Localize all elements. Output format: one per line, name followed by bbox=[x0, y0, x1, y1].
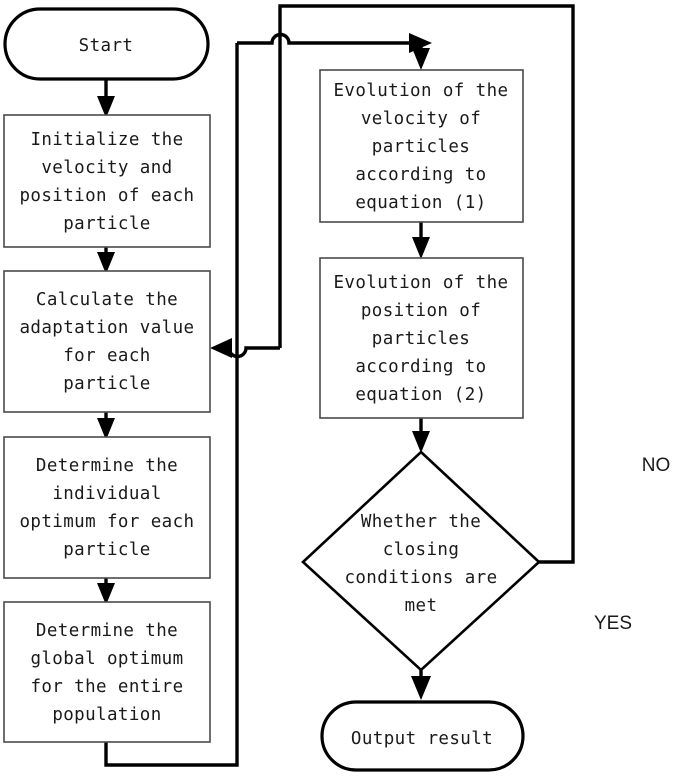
global-label-line-3: for the entire bbox=[30, 677, 184, 697]
position-label-line-4: according to bbox=[355, 357, 487, 377]
decision-label-line-1: Whether the bbox=[360, 512, 482, 532]
initialize-label-line-1: Initialize the bbox=[30, 130, 184, 150]
node-velocity-evolution[interactable] bbox=[320, 70, 523, 222]
edge-decision-yes-to-output bbox=[411, 670, 431, 700]
global-label-line-1: Determine the bbox=[35, 621, 179, 641]
calculate-label-line-2: adaptation value bbox=[19, 318, 195, 338]
individual-label-line-2: individual bbox=[52, 484, 162, 504]
initialize-label-line-3: position of each bbox=[19, 186, 195, 206]
velocity-label-line-5: equation (1) bbox=[355, 193, 487, 213]
edge-start-to-initialize bbox=[97, 79, 115, 118]
decision-label-line-3: conditions are bbox=[344, 568, 498, 588]
global-label-line-4: population bbox=[52, 705, 162, 725]
edge-velocity-to-position bbox=[412, 222, 430, 259]
decision-shape bbox=[303, 452, 539, 670]
node-start[interactable] bbox=[5, 9, 208, 79]
node-position-evolution[interactable] bbox=[320, 258, 523, 418]
edge-individual-to-global bbox=[97, 578, 115, 605]
position-label-line-1: Evolution of the bbox=[333, 273, 509, 293]
position-label-line-5: equation (2) bbox=[355, 385, 487, 405]
calculate-label-line-3: for each bbox=[63, 346, 151, 366]
position-label-line-2: position of bbox=[360, 301, 482, 321]
edge-label-yes: YES bbox=[593, 613, 633, 634]
individual-label-line-4: particle bbox=[63, 540, 151, 560]
velocity-label-line-2: velocity of bbox=[360, 109, 482, 129]
node-calculate-adaptation[interactable] bbox=[4, 271, 210, 412]
edge-position-to-decision bbox=[412, 418, 430, 453]
calculate-label-line-4: particle bbox=[63, 374, 151, 394]
edge-calculate-to-individual bbox=[97, 412, 115, 440]
decision-label-line-2: closing bbox=[382, 540, 460, 560]
velocity-label-line-4: according to bbox=[355, 165, 487, 185]
node-global-optimum[interactable] bbox=[4, 602, 210, 742]
output-label: Output result bbox=[350, 729, 494, 749]
node-individual-optimum[interactable] bbox=[4, 437, 210, 578]
velocity-label-line-1: Evolution of the bbox=[333, 81, 509, 101]
individual-label-line-1: Determine the bbox=[35, 456, 179, 476]
calculate-label-line-1: Calculate the bbox=[35, 290, 179, 310]
initialize-label-line-2: velocity and bbox=[41, 158, 173, 178]
velocity-label-line-3: particles bbox=[371, 137, 471, 157]
node-decision[interactable] bbox=[303, 452, 539, 670]
node-output[interactable] bbox=[322, 702, 523, 770]
position-label-line-3: particles bbox=[371, 329, 471, 349]
start-label: Start bbox=[78, 36, 134, 56]
edge-label-no: NO bbox=[641, 455, 671, 476]
edge-initialize-to-calculate bbox=[97, 247, 115, 274]
individual-label-line-3: optimum for each bbox=[19, 512, 195, 532]
decision-label-line-4: met bbox=[404, 596, 438, 616]
initialize-label-line-4: particle bbox=[63, 214, 151, 234]
global-label-line-2: global optimum bbox=[30, 649, 184, 669]
node-initialize[interactable] bbox=[4, 115, 210, 247]
